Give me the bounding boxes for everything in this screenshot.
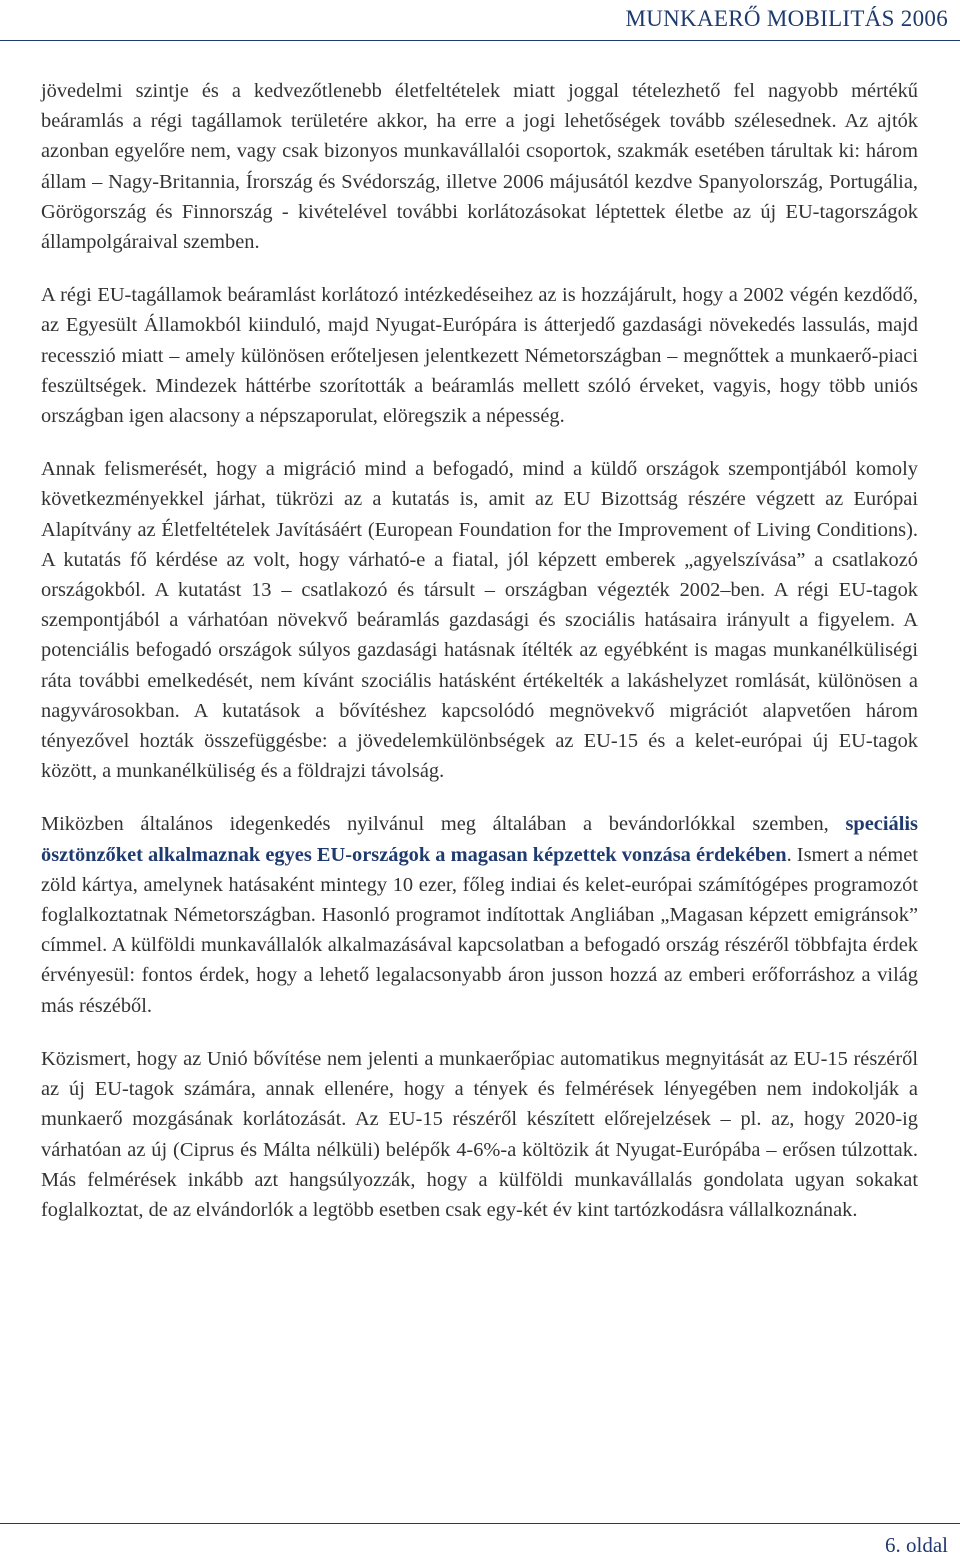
running-header-title: MUNKAERŐ MOBILITÁS 2006 bbox=[625, 6, 948, 31]
page-body bbox=[41, 76, 918, 1248]
paragraph-4-rest: . Ismert a német zöld kártya, amelynek hatásaként mintegy 10 ezer, főleg indiai és kelet-európai számítógépes programozót foglalkoztatnak Németországban. Hasonló programot indítottak Angliában „Magasan képzett emigránsok” címmel. A külföldi munkavállalók alkalmazásával kapcsolatban a befogadó ország részéről többfajta érdek érvényesül: fontos érdek, hogy a lehető legalacsonyabb áron jusson hozzá az emberi erőforráshoz a világ más részéből. bbox=[41, 843, 918, 1017]
paragraph-4-intro: Miközben általános idegenkedés nyilvánul meg általában a bevándorlókkal szemben, bbox=[41, 813, 846, 836]
paragraph-3: Annak felismerését, hogy a migráció mind a befogadó, mind a küldő országok szempontjából komoly következményekkel járhat, tükrözi az a kutatás is, amit az EU Bizottság részére végzett az Európai Alapítvány az Életfeltételek Javításáért (European Foundation for the Improvement of Living Conditions). A kutatás fő kérdése az volt, hogy várható-e a fiatal, jól képzett emberek „agyelszívása” a csatlakozó országokból. A kutatást 13 – csatlakozó és társult – országban végezték 2002–ben. A régi EU-tagok szempontjából a várhatóan növekvő beáramlás gazdasági és szociális hatásaira irányult a figyelem. A potenciális befogadó országok súlyos gazdasági hatásnak ítélték az egyébként is magas munkanélküliségi ráta további emelkedését, nem kívánt szociális hatásként értékelték a lakáshelyzet romlását, különösen a nagyvárosokban. A kutatások a bővítéshez kapcsolódó megnövekvő migrációt alapvetően három tényezővel hozták összefüggésbe: a jövedelemkülönbségek az EU-15 és a kelet-európai új EU-tagok között, a munkanélküliség és a földrajzi távolság. bbox=[41, 458, 918, 783]
paragraph-2: A régi EU-tagállamok beáramlást korlátozó intézkedéseihez az is hozzájárult, hogy a 2002 végén kezdődő, az Egyesült Államokból kiinduló, majd Nyugat-Európára is átterjedő gazdasági növekedés lassulás, majd recesszió miatt – amely különösen erőteljesen jelentkezett Németországban – megnőttek a munkaerő-piaci feszültségek. Mindezek háttérbe szorították a beáramlás mellett szóló érveket, vagyis, hogy több uniós országban igen alacsony a népszaporulat, elöregszik a népesség. bbox=[41, 284, 918, 428]
header-divider bbox=[0, 40, 960, 41]
paragraph-4 bbox=[41, 809, 918, 1020]
paragraph-4-emphasis: speciális ösztönzőket alkalmaznak egyes EU-országok a magasan képzettek vonzása érdekében bbox=[41, 813, 918, 866]
footer-divider bbox=[0, 1523, 960, 1524]
paragraph-5: Közismert, hogy az Unió bővítése nem jelenti a munkaerőpiac automatikus megnyitását az EU-15 részéről az új EU-tagok számára, annak ellenére, hogy a tények és felmérések lényegében nem indokolják a munkaerő mozgásának korlátozását. Az EU-15 részéről készített előrejelzések – pl. az, hogy 2020-ig várhatóan az új (Ciprus és Málta nélküli) belépők 4-6%-a költözik át Nyugat-Európába – erősen túlzottak. Más felmérések inkább azt hangsúlyozzák, hogy a külföldi munkavállalás gondolata ugyan sokakat foglalkoztat, de az elvándorlók a legtöbb esetben csak egy-két év kint tartózkodásra vállalkoznának. bbox=[41, 1047, 918, 1221]
paragraph-1: jövedelmi szintje és a kedvezőtlenebb életfeltételek miatt joggal tételezhető fel nagyobb mértékű beáramlás a régi tagállamok területére akkor, ha erre a jogi lehetőségek tovább szélesednek. Az ajtók azonban egyelőre nem, vagy csak bizonyos munkavállalói csoportok, szakmák esetében tárultak ki: három állam – Nagy-Britannia, Írország és Svédország, illetve 2006 májusától kezdve Spanyolország, Portugália, Görögország és Finnország - kivételével további korlátozásokat léptettek életbe az új EU-tagországok állampolgáraival szemben. bbox=[41, 80, 918, 254]
page-number: 6. oldal bbox=[885, 1533, 948, 1557]
